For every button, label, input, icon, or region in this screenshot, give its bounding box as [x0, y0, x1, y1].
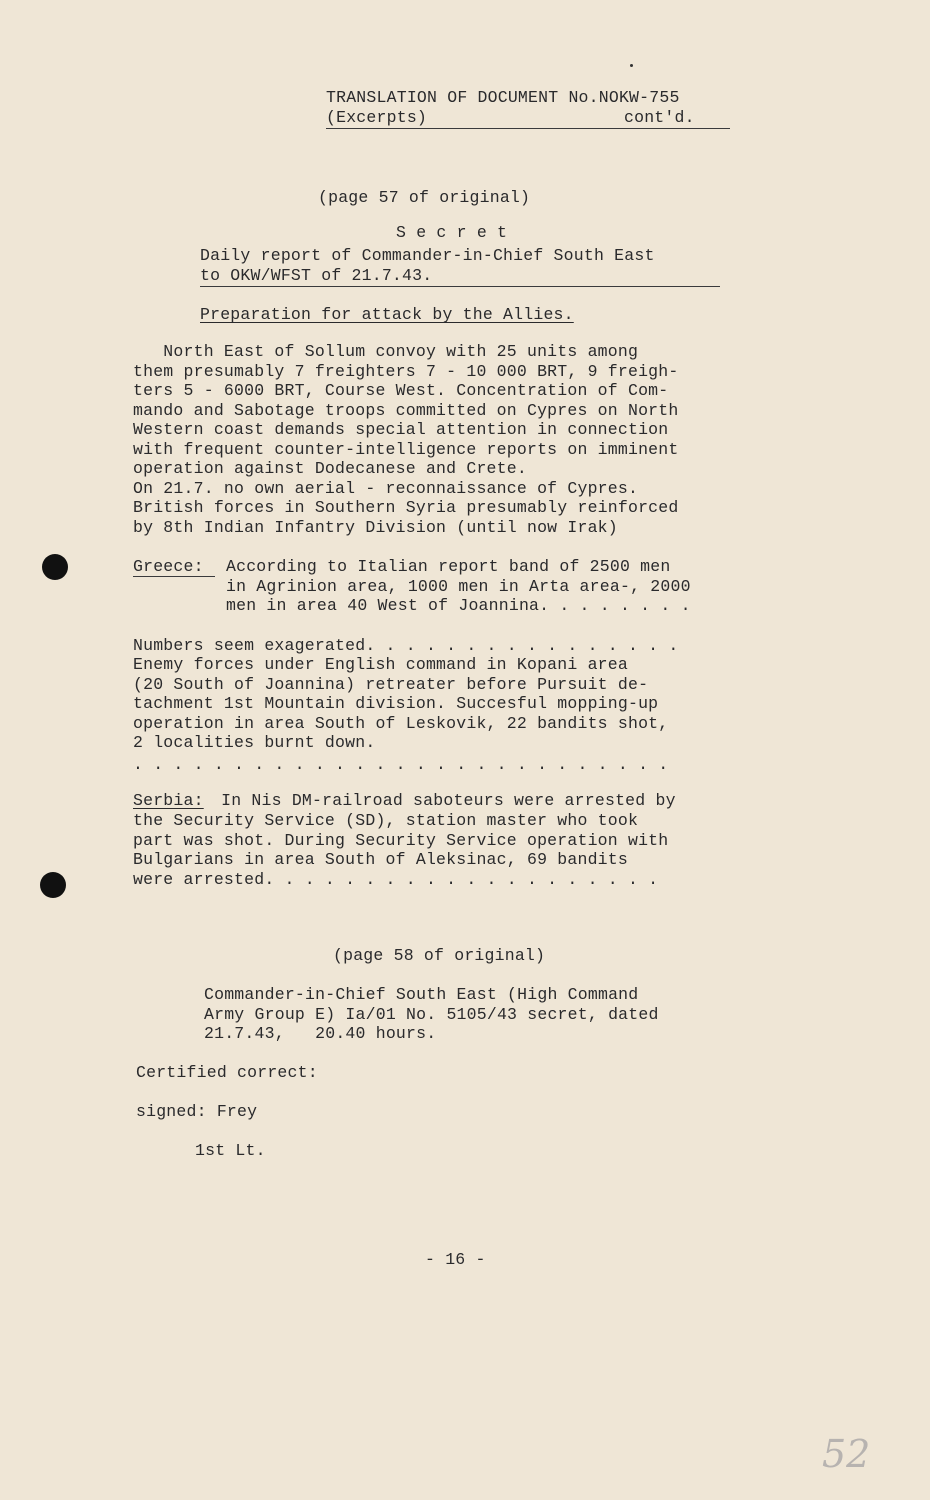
greece-line-3: men in area 40 West of Joannina. . . . . . . .: [226, 596, 691, 615]
punch-hole-top: [42, 554, 68, 580]
punch-hole-bottom: [40, 872, 66, 898]
para2-line-4: tachment 1st Mountain division. Succesful mopping-up: [133, 694, 659, 713]
greece-line-2: in Agrinion area, 1000 men in Arta area-, 2000: [226, 577, 691, 596]
serbia-line-1: In Nis DM-railroad saboteurs were arrested by: [211, 791, 676, 810]
document-title: TRANSLATION OF DOCUMENT No.NOKW-755: [326, 88, 680, 107]
para1-line-6: with frequent counter-intelligence reports on imminent: [133, 440, 679, 459]
greece-label-underline: [133, 576, 215, 577]
signatory-rank: 1st Lt.: [195, 1141, 266, 1160]
para1-line-2: them presumably 7 freighters 7 - 10 000 BRT, 9 freigh-: [133, 362, 679, 381]
greece-line-1: According to Italian report band of 2500 men: [226, 557, 671, 576]
para2-line-2: Enemy forces under English command in Kopani area: [133, 655, 628, 674]
para1-line-8: On 21.7. no own aerial - reconnaissance of Cypres.: [133, 479, 639, 498]
para1-line-7: operation against Dodecanese and Crete.: [133, 459, 527, 478]
para1-line-4: mando and Sabotage troops committed on Cypres on North: [133, 401, 679, 420]
greece-label: Greece:: [133, 557, 204, 576]
certified-correct: Certified correct:: [136, 1063, 318, 1082]
para2-line-1: Numbers seem exagerated. . . . . . . . . . . . . . . .: [133, 636, 679, 655]
serbia-line-4: Bulgarians in area South of Aleksinac, 69 bandits: [133, 850, 628, 869]
signature: signed: Frey: [136, 1102, 258, 1121]
ink-speck: [630, 64, 633, 67]
para1-line-3: ters 5 - 6000 BRT, Course West. Concentration of Com-: [133, 381, 669, 400]
para2-line-5: operation in area South of Leskovik, 22 bandits shot,: [133, 714, 669, 733]
classification-secret: S e c r e t: [396, 223, 508, 242]
page-ref-57: (page 57 of original): [318, 188, 531, 207]
para2-line-6: 2 localities burnt down.: [133, 733, 376, 752]
contd-label: cont'd.: [624, 108, 695, 127]
handwritten-folio-number: 52: [822, 1432, 871, 1476]
para1-line-9: British forces in Southern Syria presumably reinforced: [133, 498, 679, 517]
serbia-label: Serbia:: [133, 791, 204, 810]
para1-line-1: North East of Sollum convoy with 25 units among: [133, 342, 639, 361]
source-line-3: 21.7.43, 20.40 hours.: [204, 1024, 437, 1043]
para2-line-3: (20 South of Joannina) retreater before Pursuit de-: [133, 675, 649, 694]
report-line-2: to OKW/WFST of 21.7.43.: [200, 266, 433, 285]
serbia-line-5: were arrested. . . . . . . . . . . . . . . . . . . .: [133, 870, 659, 889]
serbia-line-3: part was shot. During Security Service operation with: [133, 831, 669, 850]
para1-line-5: Western coast demands special attention in connection: [133, 420, 669, 439]
source-line-1: Commander-in-Chief South East (High Command: [204, 985, 639, 1004]
para2-dot-leader: . . . . . . . . . . . . . . . . . . . . . . . . . . .: [133, 755, 669, 774]
source-line-2: Army Group E) Ia/01 No. 5105/43 secret, dated: [204, 1005, 659, 1024]
excerpts-label: (Excerpts): [326, 108, 428, 127]
para1-line-10: by 8th Indian Infantry Division (until now Irak): [133, 518, 618, 537]
page-ref-58: (page 58 of original): [333, 946, 546, 965]
serbia-line-2: the Security Service (SD), station master who took: [133, 811, 639, 830]
report-underline: [200, 286, 720, 287]
section-heading: Preparation for attack by the Allies.: [200, 305, 574, 324]
report-line-1: Daily report of Commander-in-Chief South East: [200, 246, 655, 265]
header-underline: [326, 128, 730, 129]
page-number: - 16 -: [425, 1250, 486, 1269]
